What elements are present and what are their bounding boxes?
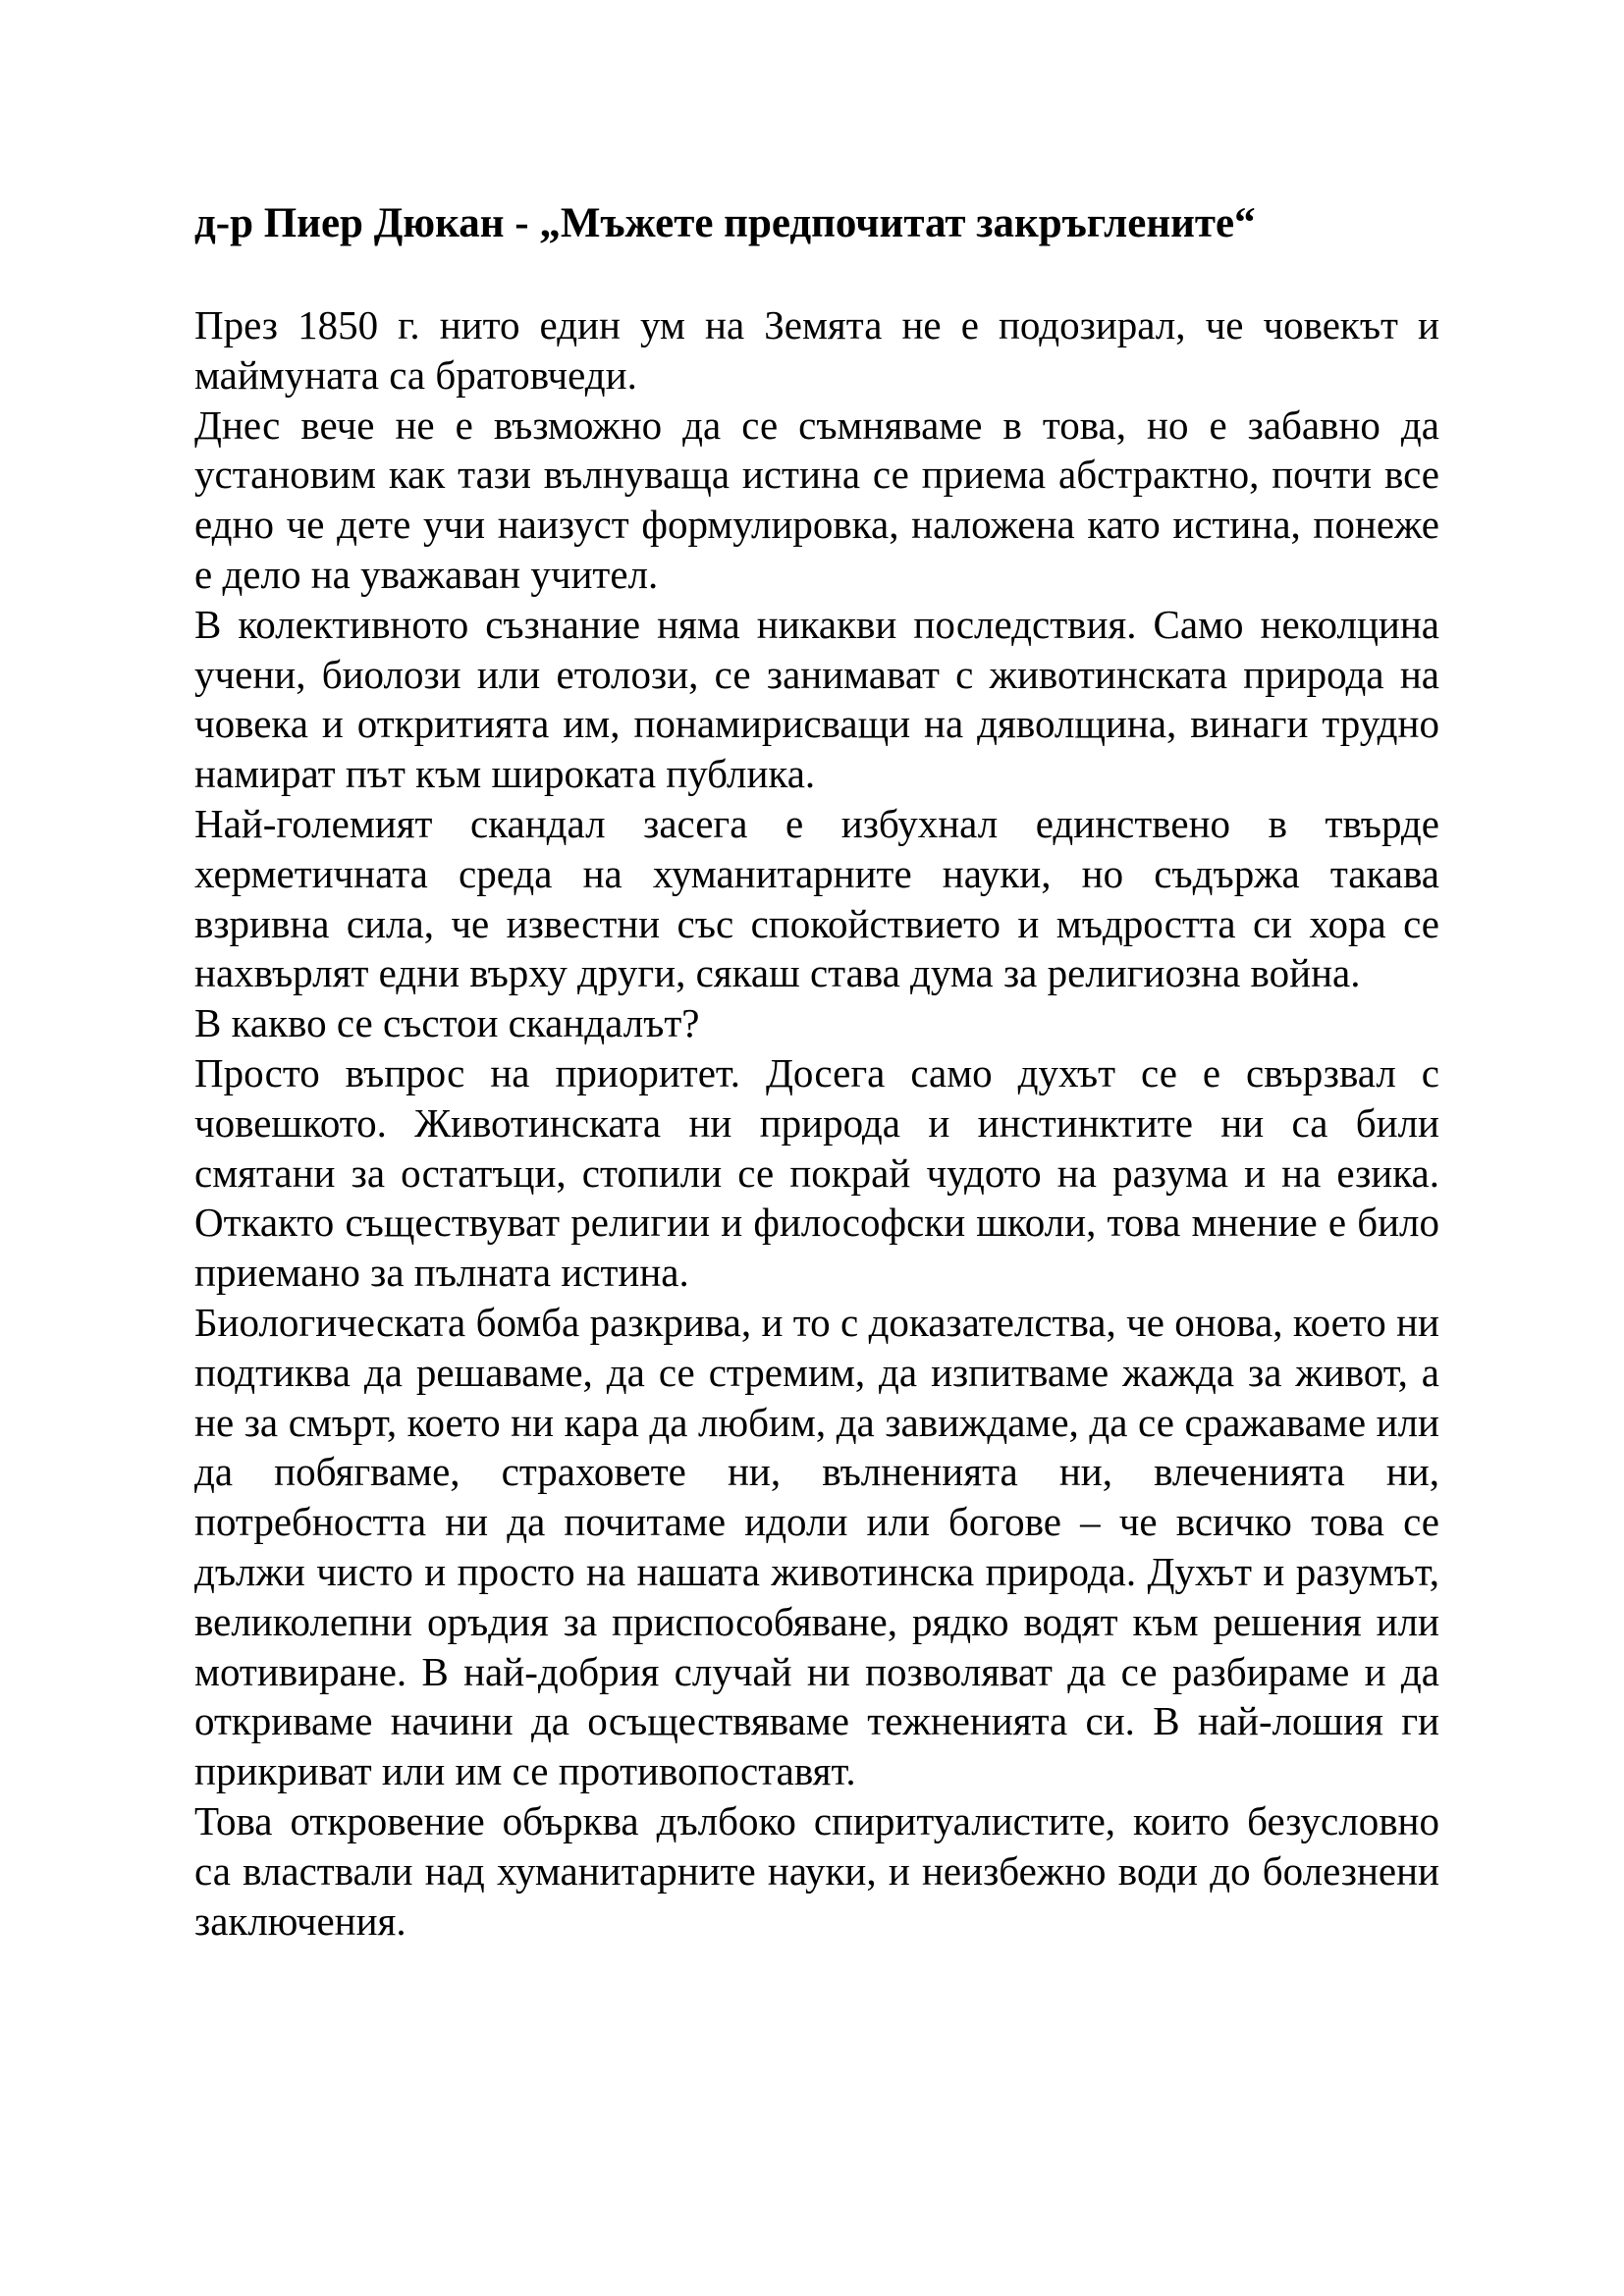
document-page	[194, 194, 1439, 1946]
document-title: д-р Пиер Дюкан - „Мъжете предпочитат закръглените“	[194, 200, 1256, 246]
paragraph-5: В какво се състои скандалът?	[194, 1000, 700, 1046]
paragraph-7: Биологическата бомба разкрива, и то с доказателства, че онова, което ни подтиква да решаваме, да се стремим, да изпитваме жажда за живот, а не за смърт, което ни кара да любим, да завиждаме, да се сражаваме или да побягваме, страховете ни, вълненията ни, влеченията ни, потребността ни да почитаме идоли или богове – че всичко това се дължи чисто и просто на нашата животинска природа. Духът и разумът, великолепни оръдия за приспособяване, рядко водят към решения или мотивиране. В най-добрия случай ни позволяват да се разбираме и да откриваме начини да осъществяваме тежненията си. В най-лошия ги прикриват или им се противопоставят.	[194, 1299, 1439, 1794]
paragraph-6: Просто въпрос на приоритет. Досега само духът се е свързвал с човешкото. Животинската ни природа и инстинктите ни са били смятани за остатъци, стопили се покрай чудото на разума и на езика. Откакто съществуват религии и философски школи, това мнение е било приемано за пълната истина.	[194, 1049, 1439, 1296]
paragraph-2: Днес вече не е възможно да се съмняваме в това, но е забавно да установим как тази вълнуваща истина се приема абстрактно, почти все едно че дете учи наизуст формулировка, наложена като истина, понеже е дело на уважаван учител.	[194, 401, 1439, 597]
paragraph-4: Най-големият скандал засега е избухнал единствено в твърде херметичната среда на хуманитарните науки, но съдържа такава взривна сила, че известни със спокойствието и мъдростта си хора се нахвърлят едни върху други, сякаш става дума за религиозна война.	[194, 800, 1439, 996]
paragraph-3: В колективното съзнание няма никакви последствия. Само неколцина учени, биолози или етолози, се занимават с животинската природа на човека и откритията им, понамирисващи на дяволщина, винаги трудно намират път към широката публика.	[194, 601, 1439, 797]
paragraph-8: Това откровение обърква дълбоко спиритуалистите, които безусловно са властвали над хуманитарните науки, и неизбежно води до болезнени заключения.	[194, 1797, 1439, 1944]
paragraph-1: През 1850 г. нито един ум на Земята не е подозирал, че човекът и маймуната са братовчеди.	[194, 302, 1439, 398]
